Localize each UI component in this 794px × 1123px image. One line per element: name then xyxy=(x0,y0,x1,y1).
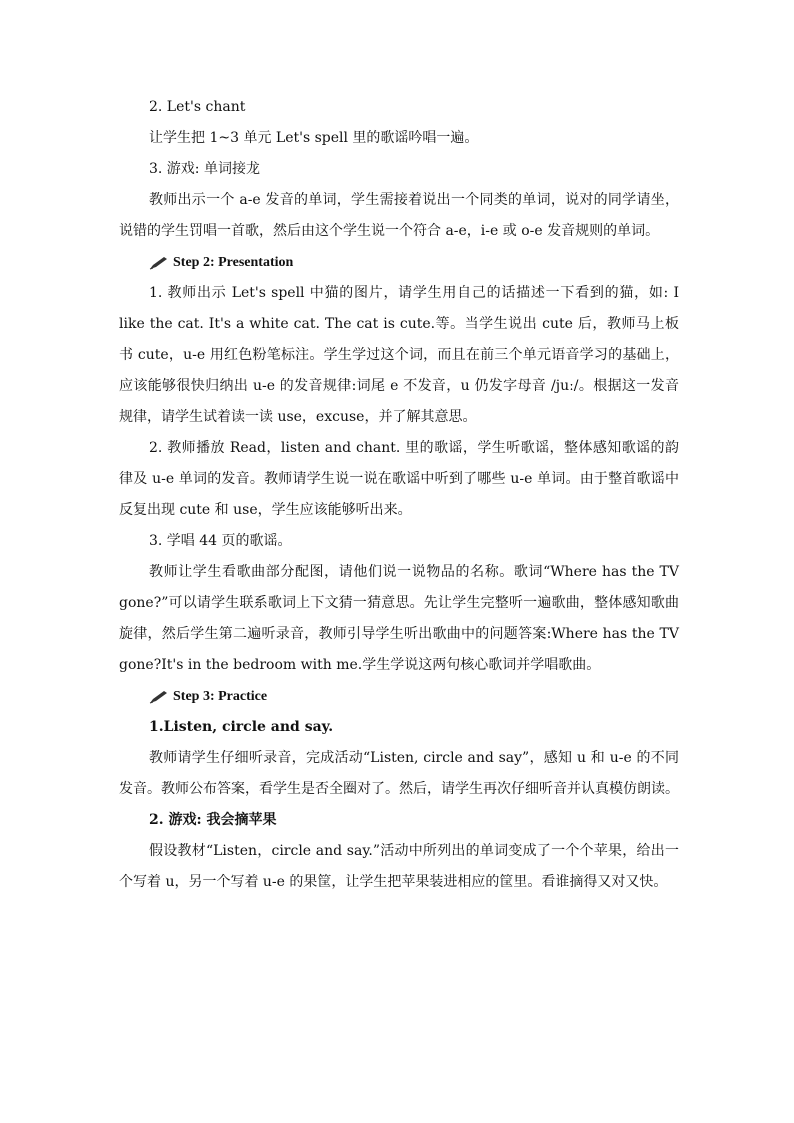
step-3-paragraph-2: 假设教材“Listen，circle and say.”活动中所列出的单词变成了一个个苹果，给出一个写着 u，另一个写着 u-e 的果筐，让学生把苹果装进相应的筐里。看谁摘得又对又快。 xyxy=(119,843,679,890)
item-3-title: 3. 游戏: 单词接龙 xyxy=(149,161,260,177)
step-2-paragraph-1: 1. 教师出示 Let's spell 中猫的图片，请学生用自己的话描述一下看到的猫，如: I like the cat. It's a white cat. The cat is cute.等。当学生说出 cute 后，教师马上板书 cute，u-e 用红色粉笔标注。学生学过这个词，而且在前三个单元语音学习的基础上，应该能够很快归纳出 u-e 的发音规律:词尾 e 不发音，u 仍发字母音 /juː/。根据这一发音规律，请学生试着读一读 use，excuse，并了解其意思。 xyxy=(119,285,679,425)
step-3-subheading-2: 2. 游戏: 我会摘苹果 xyxy=(149,812,277,828)
step-3-heading xyxy=(119,681,679,712)
step-2-heading-text: Step 2: Presentation xyxy=(173,255,294,270)
item-3-text: 教师出示一个 a-e 发音的单词，学生需接着说出一个同类的单词，说对的同学请坐，说错的学生罚唱一首歌，然后由这个学生说一个符合 a-e，i-e 或 o-e 发音规则的单词。 xyxy=(119,192,679,239)
document-page xyxy=(119,92,679,898)
pen-icon xyxy=(149,256,169,270)
step-3-subheading-1: 1.Listen, circle and say. xyxy=(149,719,334,735)
item-2-text: 让学生把 1~3 单元 Let's spell 里的歌谣吟唱一遍。 xyxy=(149,130,479,146)
pen-icon xyxy=(149,690,169,704)
step-2-paragraph-2: 2. 教师播放 Read，listen and chant. 里的歌谣，学生听歌谣，整体感知歌谣的韵律及 u-e 单词的发音。教师请学生说一说在歌谣中听到了哪些 u-e 单词。由于整首歌谣中反复出现 cute 和 use，学生应该能够听出来。 xyxy=(119,440,679,518)
item-2-title: 2. Let's chant xyxy=(149,99,246,115)
step-3-heading-text: Step 3: Practice xyxy=(173,689,268,704)
step-2-heading xyxy=(119,247,679,278)
step-3-paragraph-1: 教师请学生仔细听录音，完成活动“Listen, circle and say”，感知 u 和 u-e 的不同发音。教师公布答案，看学生是否全圈对了。然后，请学生再次仔细听音并认真模仿朗读。 xyxy=(119,750,679,797)
step-2-paragraph-3: 3. 学唱 44 页的歌谣。 xyxy=(149,533,292,549)
step-2-paragraph-4: 教师让学生看歌曲部分配图，请他们说一说物品的名称。歌词“Where has the TV gone?”可以请学生联系歌词上下文猜一猜意思。先让学生完整听一遍歌曲，整体感知歌曲旋律，然后学生第二遍听录音，教师引导学生听出歌曲中的问题答案:Where has the TV gone?It's in the bedroom with me.学生学说这两句核心歌词并学唱歌曲。 xyxy=(119,564,679,673)
